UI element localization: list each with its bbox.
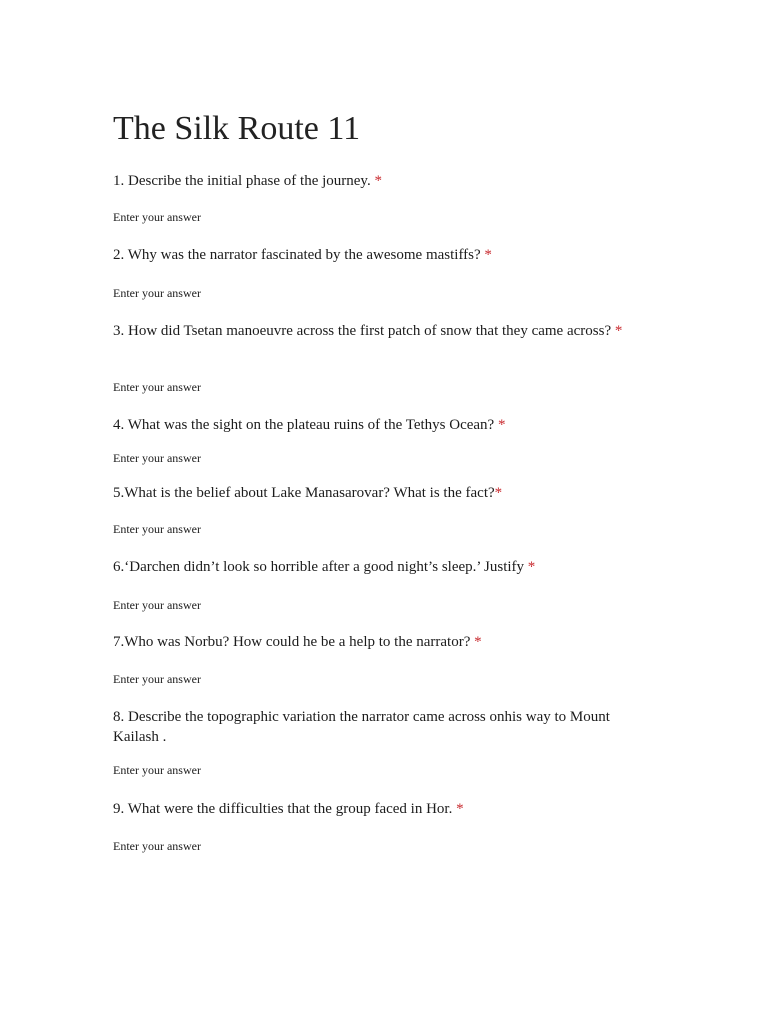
question-6 bbox=[113, 557, 653, 577]
answer-input-7[interactable]: Enter your answer bbox=[113, 672, 201, 686]
form-title: The Silk Route 11 bbox=[113, 110, 361, 147]
required-marker: * bbox=[614, 323, 623, 339]
required-marker: * bbox=[497, 417, 506, 433]
question-3 bbox=[113, 321, 653, 341]
answer-input-9[interactable]: Enter your answer bbox=[113, 839, 201, 853]
required-marker: * bbox=[484, 247, 492, 263]
question-text: 6.‘Darchen didn’t look so horrible after a good night’s sleep.’ Justify bbox=[113, 559, 525, 575]
required-marker: * bbox=[527, 559, 536, 575]
question-text: 4. What was the sight on the plateau ruins of the Tethys Ocean? bbox=[113, 417, 495, 433]
question-9 bbox=[113, 799, 653, 819]
answer-input-5[interactable]: Enter your answer bbox=[113, 522, 201, 536]
answer-input-8[interactable]: Enter your answer bbox=[113, 763, 201, 777]
question-text: 3. How did Tsetan manoeuvre across the first patch of snow that they came across? bbox=[113, 323, 612, 339]
required-marker: * bbox=[456, 801, 464, 817]
answer-input-2[interactable]: Enter your answer bbox=[113, 286, 201, 300]
question-2 bbox=[113, 245, 653, 265]
answer-input-4[interactable]: Enter your answer bbox=[113, 451, 201, 465]
required-marker: * bbox=[474, 634, 482, 650]
question-text: 5.What is the belief about Lake Manasarovar? What is the fact? bbox=[113, 485, 495, 501]
question-text: 7.Who was Norbu? How could he be a help to the narrator? bbox=[113, 634, 471, 650]
question-8 bbox=[113, 707, 653, 747]
answer-input-6[interactable]: Enter your answer bbox=[113, 598, 201, 612]
question-text: 1. Describe the initial phase of the journey. bbox=[113, 173, 371, 189]
question-5 bbox=[113, 483, 653, 503]
question-7 bbox=[113, 632, 653, 652]
required-marker: * bbox=[374, 173, 382, 189]
answer-input-3[interactable]: Enter your answer bbox=[113, 380, 201, 394]
question-4 bbox=[113, 415, 653, 435]
answer-input-1[interactable]: Enter your answer bbox=[113, 210, 201, 224]
question-1 bbox=[113, 171, 653, 191]
question-text: 8. Describe the topographic variation the narrator came across onhis way to Mount Kailash . bbox=[113, 709, 610, 745]
question-text: 2. Why was the narrator fascinated by the awesome mastiffs? bbox=[113, 247, 481, 263]
required-marker: * bbox=[494, 485, 503, 501]
question-text: 9. What were the difficulties that the group faced in Hor. bbox=[113, 801, 453, 817]
